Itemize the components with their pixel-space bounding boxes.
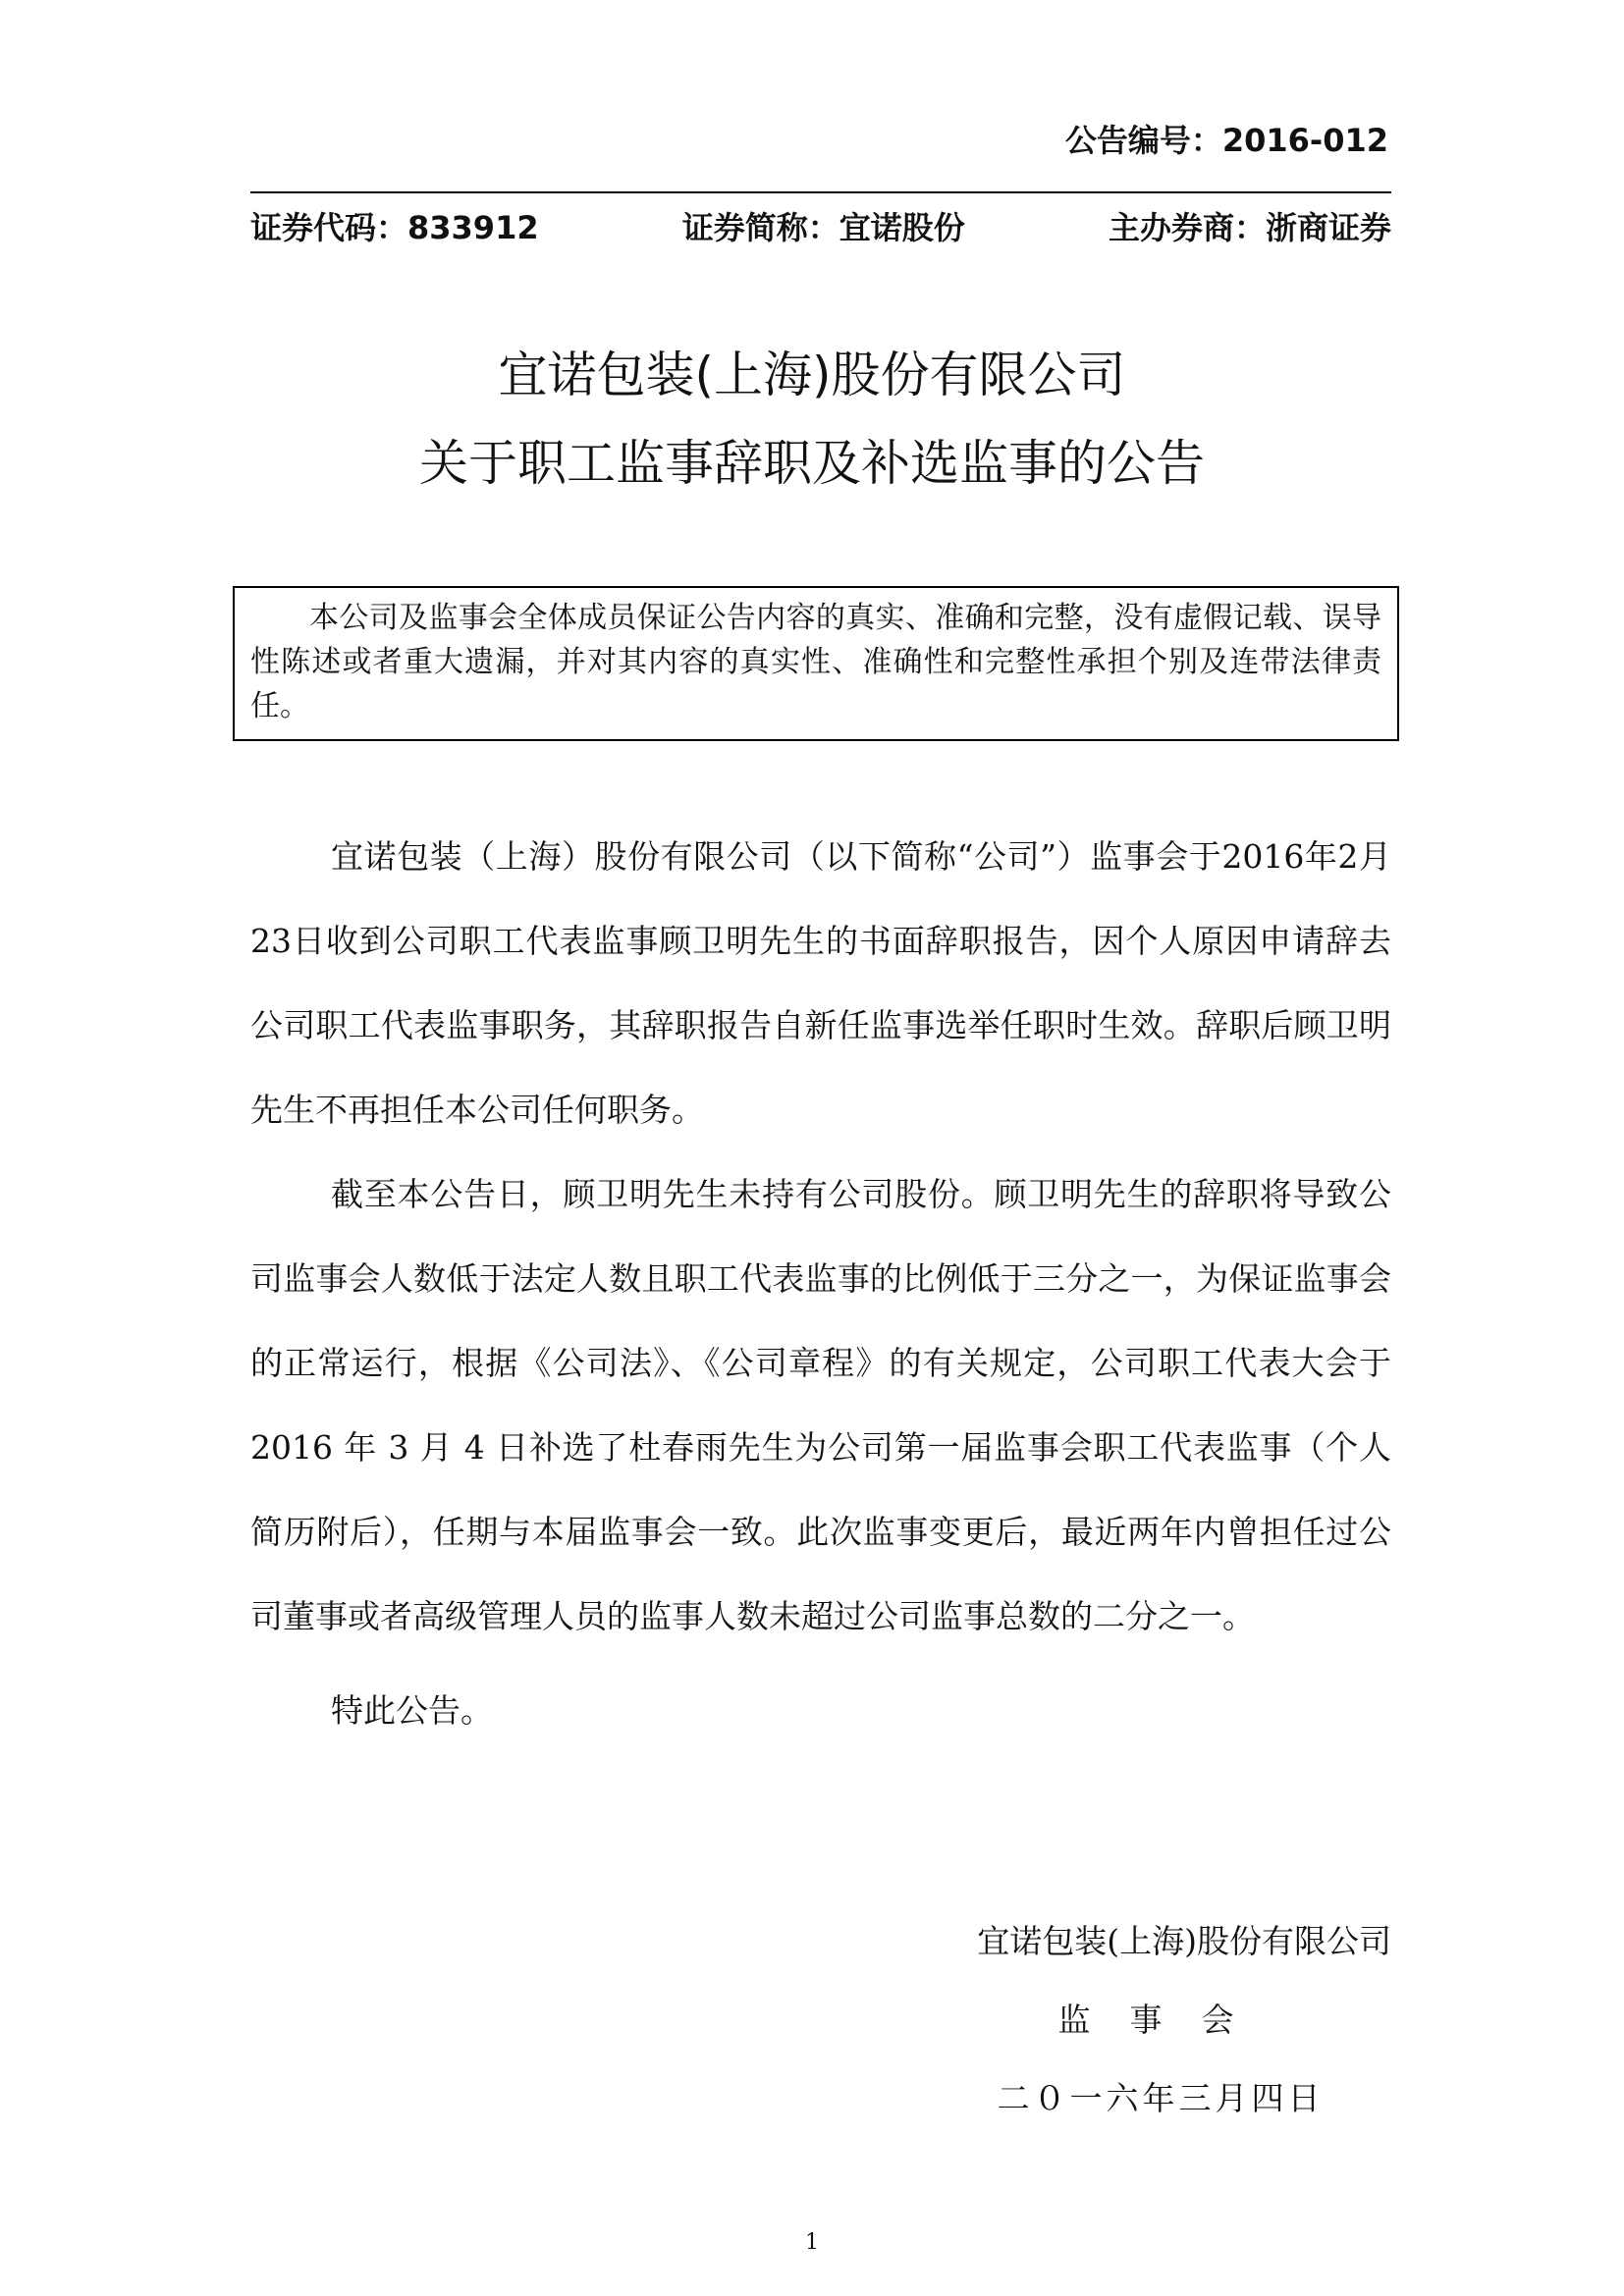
title-company: 宜诺包装(上海)股份有限公司 [498, 347, 1126, 403]
body-paragraph-2: 截至本公告日，顾卫明先生未持有公司股份。顾卫明先生的辞职将导致公司监事会人数低于法定人数且职工代表监事的比例低于三分之一，为保证监事会的正常运行，根据《公司法》、《公司章程》的有关规定，公司职工代表大会于 2016 年 3 月 4 日补选了杜春雨先生为公司第一届监事会职工代表监事（个人简历附后），任期与本届监事会一致。此次监事变更后，最近两年内曾担任过公司董事或者高级管理人员的监事人数未超过公司监事总数的二分之一。 [250, 1175, 1391, 1635]
body-paragraph-1: 宜诺包装（上海）股份有限公司（以下简称“公司”）监事会于2016年2月23日收到公司职工代表监事顾卫明先生的书面辞职报告，因个人原因申请辞去公司职工代表监事职务，其辞职报告自新任监事选举任职时生效。辞职后顾卫明先生不再担任本公司任何职务。 [250, 837, 1391, 1129]
signature-date: 二０一六年三月四日 [997, 2079, 1325, 2117]
securities-header [250, 191, 1391, 248]
sponsor-broker: 主办券商：浙商证券 [1108, 209, 1391, 246]
announcement-body [250, 815, 1391, 1753]
signature-company: 宜诺包装(上海)股份有限公司 [977, 1922, 1391, 1960]
signature-block [881, 1902, 1391, 2138]
stock-abbreviation: 证券简称：宜诺股份 [681, 209, 965, 246]
liability-statement-text: 本公司及监事会全体成员保证公告内容的真实、准确和完整，没有虚假记载、误导性陈述或者重大遗漏，并对其内容的真实性、准确性和完整性承担个别及连带法律责任。 [250, 601, 1381, 723]
page-number: 1 [805, 2230, 819, 2255]
title-subject: 关于职工监事辞职及补选监事的公告 [419, 435, 1205, 492]
notice-number: 公告编号：2016-012 [1064, 122, 1388, 159]
closing-line: 特此公告。 [331, 1691, 493, 1730]
signature-board: 监事会 [1057, 2001, 1273, 2039]
stock-code: 证券代码：833912 [250, 209, 539, 246]
liability-statement-box [233, 586, 1399, 741]
